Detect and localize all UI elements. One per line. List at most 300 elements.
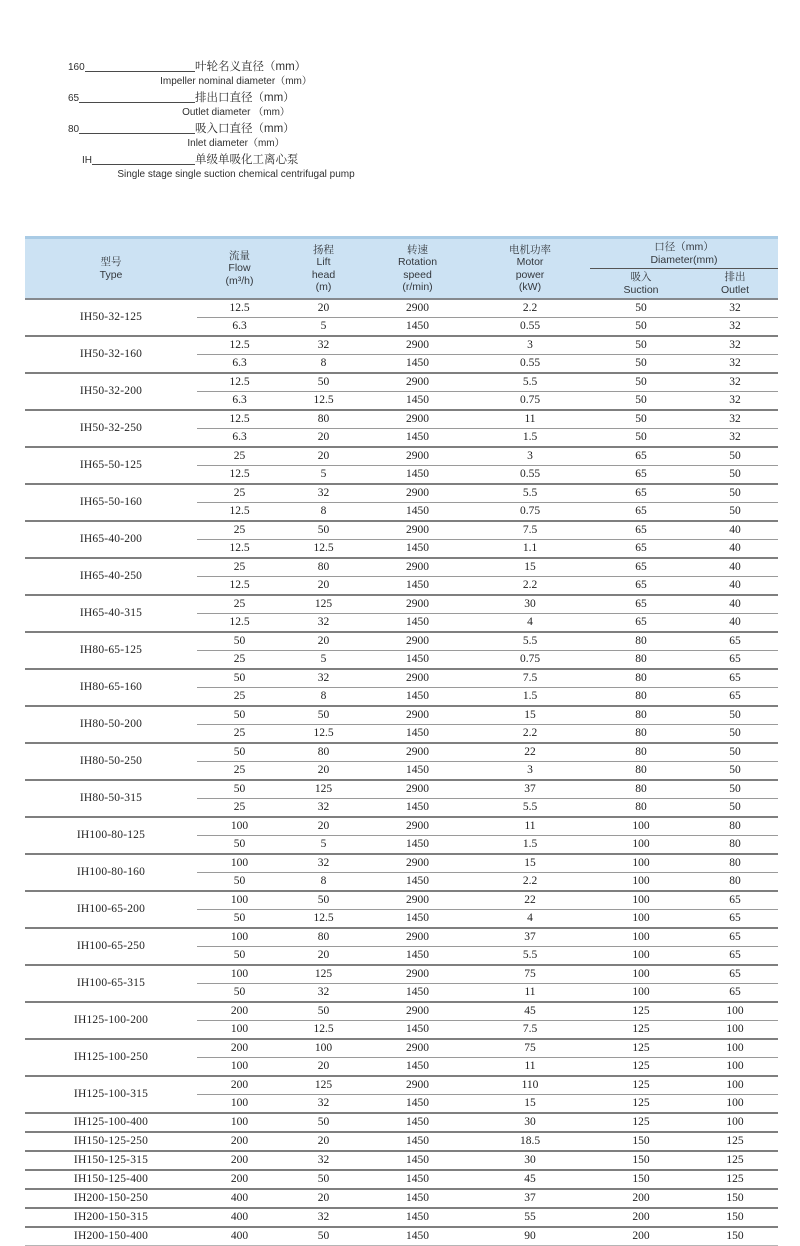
value-cell: 80 [590,799,692,818]
value-cell: 100 [692,1021,778,1040]
value-cell: 65 [590,595,692,614]
legend-label-cn: 吸入口直径（mm） [195,123,295,135]
value-cell: 5 [282,836,365,855]
value-cell: 20 [282,817,365,836]
value-cell: 50 [197,910,282,929]
value-cell: 32 [282,984,365,1003]
legend-leader-line [85,62,195,72]
value-cell: 50 [590,429,692,448]
value-cell: 80 [692,836,778,855]
value-cell: 125 [590,1095,692,1114]
value-cell: 80 [590,762,692,781]
value-cell: 11 [470,410,590,429]
value-cell: 1.5 [470,836,590,855]
value-cell: 37 [470,780,590,799]
value-cell: 32 [692,299,778,318]
value-cell: 50 [692,706,778,725]
value-cell: 65 [590,614,692,633]
value-cell: 200 [197,1076,282,1095]
value-cell: 50 [197,947,282,966]
value-cell: 0.55 [470,355,590,374]
value-cell: 32 [692,318,778,337]
value-cell: 11 [470,984,590,1003]
value-cell: 100 [692,1113,778,1132]
value-cell: 80 [590,688,692,707]
value-cell: 1450 [365,1132,470,1151]
value-cell: 12.5 [197,299,282,318]
value-cell: 50 [282,373,365,392]
value-cell: 32 [282,669,365,688]
table-row [25,1076,778,1095]
pump-spec-table [25,236,778,1246]
value-cell: 50 [692,762,778,781]
table-row [25,1113,778,1132]
value-cell: 50 [282,1227,365,1246]
value-cell: 5.5 [470,373,590,392]
value-cell: 12.5 [197,614,282,633]
legend-label-cn: 排出口直径（mm） [195,92,295,104]
value-cell: 4 [470,614,590,633]
value-cell: 55 [470,1208,590,1227]
value-cell: 50 [590,318,692,337]
value-cell: 2900 [365,373,470,392]
value-cell: 1450 [365,1170,470,1189]
value-cell: 1450 [365,1208,470,1227]
value-cell: 50 [590,355,692,374]
value-cell: 2900 [365,854,470,873]
pump-type-cell: IH65-50-160 [25,484,197,521]
value-cell: 32 [282,799,365,818]
pump-type-cell: IH125-100-250 [25,1039,197,1076]
pump-type-cell: IH65-40-200 [25,521,197,558]
value-cell: 65 [692,632,778,651]
value-cell: 2900 [365,521,470,540]
value-cell: 5.5 [470,947,590,966]
value-cell: 100 [197,854,282,873]
value-cell: 125 [590,1113,692,1132]
pump-type-cell: IH150-125-315 [25,1151,197,1170]
value-cell: 45 [470,1002,590,1021]
value-cell: 12.5 [197,503,282,522]
col-header-rotation-speed: 转速 Rotation speed (r/min) [365,238,470,300]
value-cell: 50 [197,743,282,762]
value-cell: 100 [197,891,282,910]
value-cell: 2900 [365,1076,470,1095]
value-cell: 100 [590,836,692,855]
legend-leader-line [92,155,195,165]
value-cell: 1.5 [470,429,590,448]
value-cell: 25 [197,651,282,670]
value-cell: 40 [692,540,778,559]
value-cell: 25 [197,688,282,707]
pump-type-cell: IH100-80-125 [25,817,197,854]
pump-type-cell: IH100-80-160 [25,854,197,891]
table-row [25,780,778,799]
value-cell: 32 [692,429,778,448]
pump-type-cell: IH80-50-315 [25,780,197,817]
value-cell: 65 [590,558,692,577]
value-cell: 90 [470,1227,590,1246]
value-cell: 1450 [365,429,470,448]
value-cell: 50 [282,521,365,540]
col-header-motor-power: 电机功率 Motor power (kW) [470,238,590,300]
value-cell: 15 [470,1095,590,1114]
value-cell: 6.3 [197,429,282,448]
value-cell: 20 [282,762,365,781]
legend-code: 160 [68,62,85,73]
value-cell: 100 [590,854,692,873]
col-header-type: 型号 Type [25,238,197,300]
pump-type-cell: IH80-65-125 [25,632,197,669]
table-row [25,1189,778,1208]
value-cell: 1450 [365,503,470,522]
pump-table-body [25,299,778,1246]
value-cell: 8 [282,873,365,892]
value-cell: 1450 [365,355,470,374]
value-cell: 50 [590,299,692,318]
table-row [25,447,778,466]
value-cell: 50 [282,1113,365,1132]
value-cell: 3 [470,447,590,466]
value-cell: 30 [470,1151,590,1170]
value-cell: 1450 [365,1095,470,1114]
value-cell: 6.3 [197,355,282,374]
value-cell: 50 [282,706,365,725]
value-cell: 125 [590,1039,692,1058]
value-cell: 1450 [365,1189,470,1208]
value-cell: 25 [197,484,282,503]
value-cell: 1450 [365,318,470,337]
value-cell: 1450 [365,1227,470,1246]
value-cell: 80 [692,854,778,873]
value-cell: 0.55 [470,318,590,337]
value-cell: 25 [197,725,282,744]
value-cell: 50 [692,447,778,466]
legend-label-cn: 单级单吸化工离心泵 [195,154,299,166]
table-row [25,1170,778,1189]
value-cell: 11 [470,1058,590,1077]
value-cell: 0.75 [470,503,590,522]
value-cell: 100 [590,984,692,1003]
legend-leader-line [79,124,195,134]
table-row [25,558,778,577]
value-cell: 65 [692,984,778,1003]
value-cell: 12.5 [282,1021,365,1040]
value-cell: 5.5 [470,799,590,818]
value-cell: 32 [282,1151,365,1170]
value-cell: 15 [470,558,590,577]
value-cell: 1450 [365,1058,470,1077]
value-cell: 0.75 [470,392,590,411]
legend-code: IH [82,155,92,166]
value-cell: 100 [590,928,692,947]
pump-type-cell: IH65-40-315 [25,595,197,632]
value-cell: 150 [590,1170,692,1189]
value-cell: 1450 [365,799,470,818]
value-cell: 5 [282,651,365,670]
value-cell: 2.2 [470,577,590,596]
value-cell: 40 [692,558,778,577]
value-cell: 3 [470,762,590,781]
value-cell: 8 [282,503,365,522]
value-cell: 110 [470,1076,590,1095]
table-row [25,410,778,429]
pump-type-cell: IH200-150-250 [25,1189,197,1208]
value-cell: 200 [590,1208,692,1227]
value-cell: 125 [692,1132,778,1151]
legend-entry-outlet [68,89,398,120]
pump-type-cell: IH100-65-200 [25,891,197,928]
value-cell: 65 [692,965,778,984]
value-cell: 100 [197,817,282,836]
value-cell: 0.55 [470,466,590,485]
value-cell: 100 [282,1039,365,1058]
value-cell: 2.2 [470,299,590,318]
value-cell: 22 [470,891,590,910]
value-cell: 12.5 [197,336,282,355]
value-cell: 65 [590,540,692,559]
table-row [25,1132,778,1151]
value-cell: 200 [197,1170,282,1189]
value-cell: 65 [692,669,778,688]
value-cell: 65 [590,447,692,466]
value-cell: 50 [197,632,282,651]
value-cell: 50 [590,336,692,355]
value-cell: 40 [692,521,778,540]
table-row [25,595,778,614]
value-cell: 80 [282,928,365,947]
pump-type-cell: IH50-32-200 [25,373,197,410]
value-cell: 65 [692,910,778,929]
value-cell: 15 [470,706,590,725]
value-cell: 50 [282,1002,365,1021]
value-cell: 100 [692,1039,778,1058]
value-cell: 25 [197,447,282,466]
value-cell: 5 [282,466,365,485]
value-cell: 1450 [365,1151,470,1170]
value-cell: 2.2 [470,725,590,744]
value-cell: 125 [282,1076,365,1095]
value-cell: 8 [282,688,365,707]
value-cell: 1450 [365,577,470,596]
pump-type-cell: IH125-100-315 [25,1076,197,1113]
value-cell: 50 [590,410,692,429]
col-header-diameter-group: 口径（mm） Diameter(mm) [590,238,778,269]
value-cell: 20 [282,299,365,318]
value-cell: 75 [470,965,590,984]
value-cell: 45 [470,1170,590,1189]
pump-type-cell: IH150-125-250 [25,1132,197,1151]
value-cell: 5.5 [470,484,590,503]
value-cell: 25 [197,799,282,818]
legend-label-en: Single stage single suction chemical centrifugal pump [117,169,355,180]
table-row [25,1151,778,1170]
table-row [25,484,778,503]
value-cell: 65 [692,928,778,947]
table-row [25,1208,778,1227]
value-cell: 100 [590,891,692,910]
value-cell: 100 [590,910,692,929]
value-cell: 2900 [365,780,470,799]
value-cell: 65 [590,521,692,540]
value-cell: 65 [590,466,692,485]
value-cell: 150 [590,1132,692,1151]
legend-entry-inlet [68,120,398,151]
value-cell: 32 [282,854,365,873]
value-cell: 2900 [365,632,470,651]
value-cell: 200 [197,1002,282,1021]
pump-type-cell: IH200-150-400 [25,1227,197,1246]
value-cell: 1450 [365,836,470,855]
pump-type-cell: IH50-32-160 [25,336,197,373]
value-cell: 12.5 [197,410,282,429]
value-cell: 20 [282,1058,365,1077]
value-cell: 20 [282,1132,365,1151]
value-cell: 1450 [365,540,470,559]
value-cell: 200 [590,1189,692,1208]
pump-type-cell: IH125-100-200 [25,1002,197,1039]
legend-label-en: Impeller nominal diameter（mm） [160,76,312,87]
value-cell: 125 [282,780,365,799]
value-cell: 5.5 [470,632,590,651]
value-cell: 1450 [365,947,470,966]
value-cell: 125 [590,1076,692,1095]
col-header-outlet: 排出 Outlet [692,269,778,300]
table-row [25,891,778,910]
value-cell: 125 [692,1151,778,1170]
value-cell: 50 [692,484,778,503]
legend-label-en: Inlet diameter（mm） [187,138,285,149]
value-cell: 20 [282,577,365,596]
value-cell: 2900 [365,965,470,984]
table-row [25,1002,778,1021]
value-cell: 80 [590,651,692,670]
table-row [25,336,778,355]
value-cell: 50 [692,466,778,485]
legend-entry-series [68,151,398,182]
value-cell: 18.5 [470,1132,590,1151]
value-cell: 200 [197,1151,282,1170]
value-cell: 80 [590,725,692,744]
value-cell: 12.5 [197,577,282,596]
value-cell: 80 [282,410,365,429]
pump-type-cell: IH80-65-160 [25,669,197,706]
value-cell: 32 [692,410,778,429]
value-cell: 80 [692,817,778,836]
value-cell: 50 [282,1170,365,1189]
value-cell: 100 [590,947,692,966]
value-cell: 32 [282,336,365,355]
value-cell: 400 [197,1208,282,1227]
value-cell: 125 [590,1058,692,1077]
value-cell: 50 [692,725,778,744]
value-cell: 7.5 [470,1021,590,1040]
value-cell: 2.2 [470,873,590,892]
value-cell: 150 [692,1208,778,1227]
value-cell: 150 [692,1189,778,1208]
value-cell: 22 [470,743,590,762]
value-cell: 7.5 [470,521,590,540]
value-cell: 25 [197,595,282,614]
value-cell: 1.5 [470,688,590,707]
value-cell: 5 [282,318,365,337]
value-cell: 2900 [365,817,470,836]
value-cell: 40 [692,595,778,614]
value-cell: 1450 [365,651,470,670]
value-cell: 1450 [365,984,470,1003]
value-cell: 80 [590,669,692,688]
value-cell: 32 [282,1095,365,1114]
value-cell: 80 [590,780,692,799]
value-cell: 4 [470,910,590,929]
value-cell: 65 [590,503,692,522]
value-cell: 20 [282,429,365,448]
value-cell: 65 [692,651,778,670]
value-cell: 25 [197,558,282,577]
value-cell: 1450 [365,392,470,411]
table-row [25,743,778,762]
pump-type-cell: IH200-150-315 [25,1208,197,1227]
value-cell: 125 [590,1002,692,1021]
value-cell: 7.5 [470,669,590,688]
value-cell: 65 [692,688,778,707]
value-cell: 32 [282,484,365,503]
pump-type-cell: IH80-50-200 [25,706,197,743]
value-cell: 400 [197,1227,282,1246]
value-cell: 2900 [365,1002,470,1021]
value-cell: 65 [590,577,692,596]
value-cell: 100 [590,965,692,984]
value-cell: 2900 [365,928,470,947]
value-cell: 50 [692,503,778,522]
value-cell: 50 [692,780,778,799]
legend-entry-impeller [68,58,398,89]
value-cell: 25 [197,762,282,781]
value-cell: 2900 [365,410,470,429]
value-cell: 75 [470,1039,590,1058]
value-cell: 20 [282,1189,365,1208]
table-header [25,238,778,300]
value-cell: 100 [197,928,282,947]
value-cell: 32 [692,355,778,374]
value-cell: 100 [197,1113,282,1132]
value-cell: 40 [692,577,778,596]
value-cell: 2900 [365,891,470,910]
value-cell: 12.5 [197,373,282,392]
value-cell: 2900 [365,595,470,614]
value-cell: 50 [197,873,282,892]
value-cell: 12.5 [282,910,365,929]
value-cell: 100 [692,1076,778,1095]
value-cell: 11 [470,817,590,836]
value-cell: 65 [692,947,778,966]
table-row [25,854,778,873]
value-cell: 1450 [365,688,470,707]
table-row [25,669,778,688]
value-cell: 150 [692,1227,778,1246]
value-cell: 6.3 [197,392,282,411]
pump-type-cell: IH125-100-400 [25,1113,197,1132]
value-cell: 100 [590,873,692,892]
table-row [25,965,778,984]
value-cell: 2900 [365,447,470,466]
value-cell: 37 [470,928,590,947]
value-cell: 12.5 [197,466,282,485]
pump-type-cell: IH50-32-125 [25,299,197,336]
legend-leader-line [79,93,195,103]
value-cell: 80 [692,873,778,892]
table-row [25,373,778,392]
